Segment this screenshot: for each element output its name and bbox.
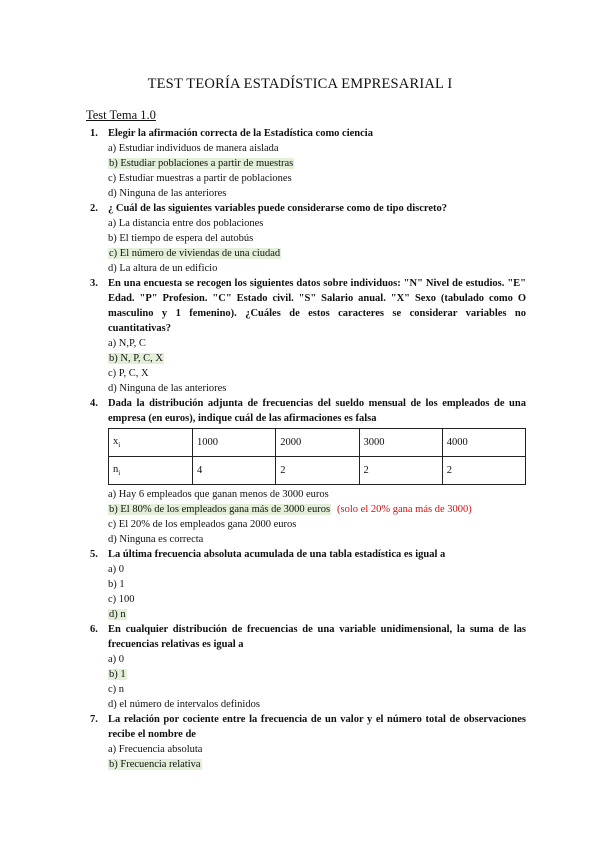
table-cell: 4 (193, 457, 276, 485)
answer-option (86, 261, 526, 276)
answer-option-text: c) El número de viviendas de una ciudad (109, 248, 281, 259)
question-number: 4. (90, 398, 98, 409)
answer-option (86, 487, 526, 502)
table-row (109, 429, 526, 457)
section-heading: Test Tema 1.0 (86, 108, 156, 122)
question-6 (86, 622, 526, 712)
answer-note: (solo el 20% gana más de 3000) (337, 504, 472, 515)
table-row-subscript: i (118, 441, 121, 450)
frequency-table (108, 428, 526, 485)
answer-option-text: a) Frecuencia absoluta (108, 744, 203, 755)
answer-option-text: b) El tiempo de espera del autobús (108, 233, 254, 244)
table-cell: 2 (276, 457, 359, 485)
answer-option-text: c) El 20% de los empleados gana 2000 euros (108, 519, 297, 530)
answer-option (86, 592, 526, 607)
answer-option-text: d) n (109, 609, 126, 620)
answer-option-text: b) Estudiar poblaciones a partir de muestras (109, 158, 294, 169)
question-text (86, 547, 526, 562)
answer-option (86, 517, 526, 532)
question-number: 2. (90, 203, 98, 214)
question-text (86, 622, 526, 652)
question-text (86, 396, 526, 426)
answer-option (86, 216, 526, 231)
answer-option-text: a) N,P, C (108, 338, 146, 349)
question-text (86, 276, 526, 336)
table-row-header (109, 457, 193, 485)
question-5 (86, 547, 526, 622)
answer-option-correct (86, 607, 526, 622)
question-text (86, 126, 526, 141)
question-prompt: La última frecuencia absoluta acumulada de una tabla estadística es igual a (108, 549, 446, 560)
question-number: 5. (90, 549, 98, 560)
question-3 (86, 276, 526, 396)
question-7 (86, 712, 526, 772)
question-number: 7. (90, 714, 98, 725)
table-cell: 2 (442, 457, 525, 485)
question-2 (86, 201, 526, 276)
answer-option (86, 381, 526, 396)
question-number: 1. (90, 128, 98, 139)
table-row-symbol: x (113, 435, 119, 447)
answer-option-correct (86, 351, 526, 366)
answer-option-text: c) Estudiar muestras a partir de poblaciones (108, 173, 292, 184)
question-prompt: En una encuesta se recogen los siguientes datos sobre individuos: "N" Nivel de estudios. "E" Edad. "P" Profesion. "C" Estado civil. "S" Salario anual. "X" Sexo (tabulado como O masculino y 1 femenino). ¿Cuáles de estos caracteres se considerar variables no cuantitativas? (108, 278, 526, 334)
answer-option-text: b) 1 (108, 579, 125, 590)
question-text (86, 201, 526, 216)
answer-option-correct (86, 246, 526, 261)
answer-option (86, 697, 526, 712)
question-list (86, 126, 526, 772)
question-1 (86, 126, 526, 201)
answer-option-text: a) La distancia entre dos poblaciones (108, 218, 264, 229)
answer-option-text: d) La altura de un edificio (108, 263, 218, 274)
answer-option (86, 141, 526, 156)
answer-option-text: b) Frecuencia relativa (109, 759, 201, 770)
answer-option-correct (86, 667, 526, 682)
answer-option-correct (86, 156, 526, 171)
answer-option (86, 231, 526, 246)
answer-option-correct (86, 757, 526, 772)
table-row (109, 457, 526, 485)
answer-option-text: c) 100 (108, 594, 135, 605)
question-number: 3. (90, 278, 98, 289)
table-row-header (109, 429, 193, 457)
table-cell: 2000 (276, 429, 359, 457)
answer-option-text: d) Ninguna es correcta (108, 534, 204, 545)
answer-option (86, 742, 526, 757)
answer-option (86, 336, 526, 351)
answer-option-text: b) 1 (109, 669, 126, 680)
answer-option (86, 562, 526, 577)
answer-option-text: c) n (108, 684, 125, 695)
answer-option-text: a) 0 (108, 564, 125, 575)
answer-option (86, 532, 526, 547)
answer-option-text: d) el número de intervalos definidos (108, 699, 260, 710)
table-cell: 1000 (193, 429, 276, 457)
question-text (86, 712, 526, 742)
answer-option (86, 171, 526, 186)
table-cell: 4000 (442, 429, 525, 457)
answer-option (86, 577, 526, 592)
question-prompt: Elegir la afirmación correcta de la Estadística como ciencia (108, 128, 373, 139)
answer-option-text: b) El 80% de los empleados gana más de 3000 euros (109, 504, 331, 515)
answer-option (86, 186, 526, 201)
answer-option-text: a) Estudiar individuos de manera aislada (108, 143, 279, 154)
answer-option-text: c) P, C, X (108, 368, 149, 379)
table-cell: 3000 (359, 429, 442, 457)
document-title: TEST TEORÍA ESTADÍSTICA EMPRESARIAL I (147, 76, 453, 92)
table-row-subscript: i (118, 469, 121, 478)
answer-option-text: a) Hay 6 empleados que ganan menos de 3000 euros (108, 489, 329, 500)
answer-option-text: a) 0 (108, 654, 125, 665)
question-prompt: Dada la distribución adjunta de frecuencias del sueldo mensual de los empleados de una empresa (en euros), indique cuál de las afirmaciones es falsa (108, 398, 526, 424)
question-number: 6. (90, 624, 98, 635)
answer-option (86, 682, 526, 697)
answer-option (86, 652, 526, 667)
answer-option-text: d) Ninguna de las anteriores (108, 383, 227, 394)
table-row-symbol: n (113, 463, 119, 475)
table-cell: 2 (359, 457, 442, 485)
question-prompt: La relación por cociente entre la frecuencia de un valor y el número total de observaciones recibe el nombre de (108, 714, 526, 740)
answer-option-correct (86, 502, 526, 517)
question-prompt: ¿ Cuál de las siguientes variables puede considerarse como de tipo discreto? (108, 203, 448, 214)
answer-option-text: d) Ninguna de las anteriores (108, 188, 227, 199)
answer-option-text: b) N, P, C, X (109, 353, 163, 364)
answer-option (86, 366, 526, 381)
question-prompt: En cualquier distribución de frecuencias de una variable unidimensional, la suma de las frecuencias relativas es igual a (108, 624, 526, 650)
question-4 (86, 396, 526, 547)
